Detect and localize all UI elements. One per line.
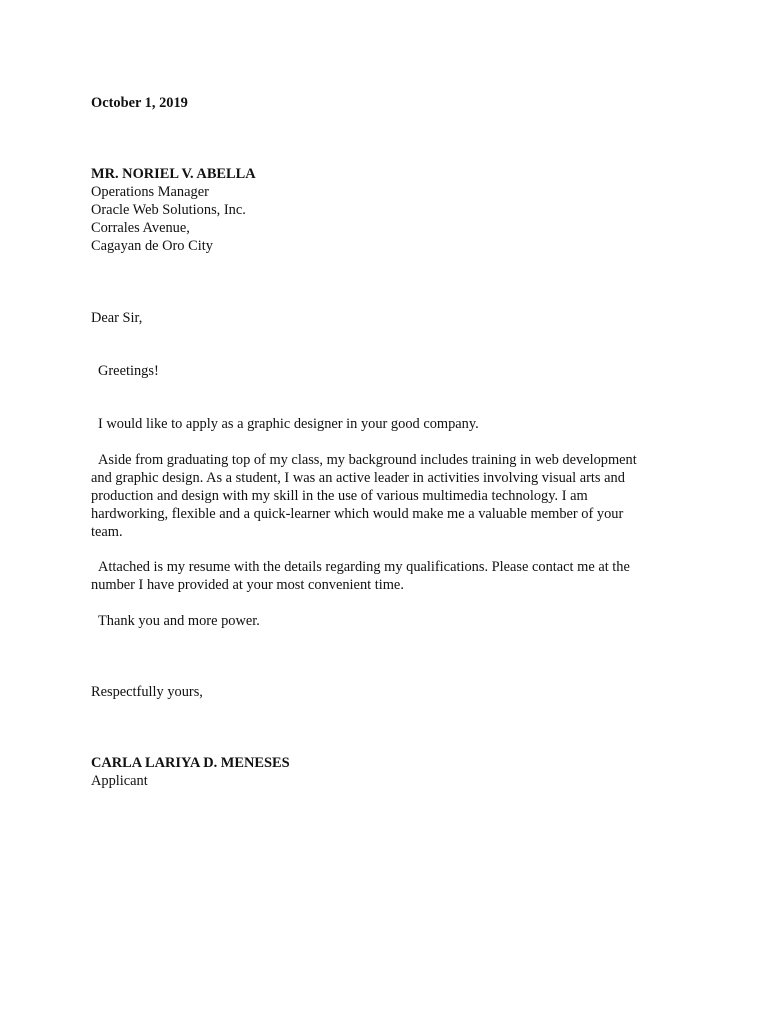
paragraph-attachment-line: number I have provided at your most convenient time. (91, 577, 404, 593)
recipient-title: Operations Manager (91, 184, 209, 200)
paragraph-background-line: Aside from graduating top of my class, my background includes training in web development (98, 452, 637, 468)
letter-date: October 1, 2019 (91, 95, 188, 111)
closing: Respectfully yours, (91, 684, 203, 700)
signatory-name: CARLA LARIYA D. MENESES (91, 755, 290, 771)
recipient-street: Corrales Avenue, (91, 220, 190, 236)
paragraph-thanks: Thank you and more power. (98, 613, 260, 629)
recipient-city: Cagayan de Oro City (91, 238, 213, 254)
paragraph-background-line: team. (91, 524, 123, 540)
paragraph-background-line: production and design with my skill in the use of various multimedia technology. I am (91, 488, 588, 504)
recipient-name: MR. NORIEL V. ABELLA (91, 166, 256, 182)
paragraph-background-line: and graphic design. As a student, I was an active leader in activities involving visual arts and (91, 470, 625, 486)
greeting: Greetings! (98, 363, 159, 379)
salutation: Dear Sir, (91, 310, 143, 326)
recipient-company: Oracle Web Solutions, Inc. (91, 202, 246, 218)
paragraph-attachment-line: Attached is my resume with the details regarding my qualifications. Please contact me at the (98, 559, 630, 575)
paragraph-intent: I would like to apply as a graphic designer in your good company. (98, 416, 479, 432)
signatory-role: Applicant (91, 773, 148, 789)
paragraph-background-line: hardworking, flexible and a quick-learner which would make me a valuable member of your (91, 506, 624, 522)
